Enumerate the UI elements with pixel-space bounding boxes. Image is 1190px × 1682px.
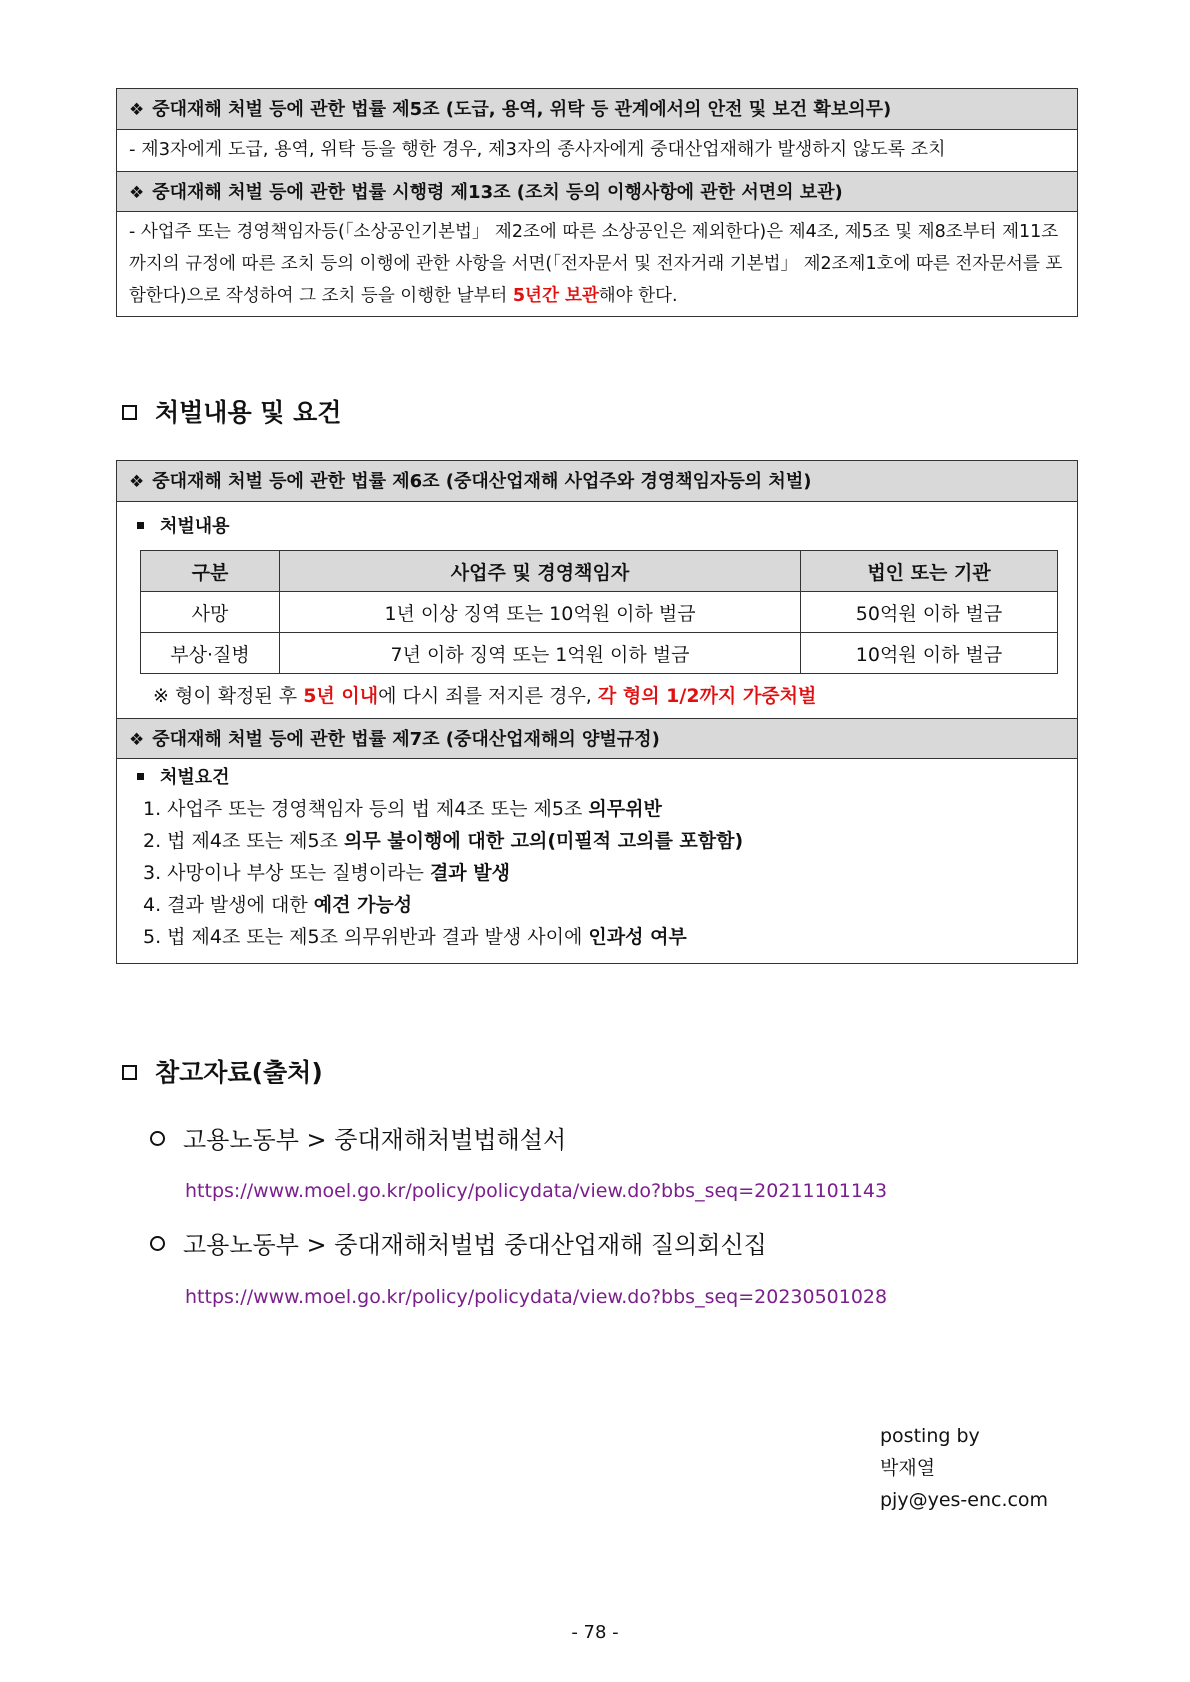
note-highlight-aggravation: 각 형의 1/2까지 가중처벌 bbox=[597, 685, 817, 707]
table-cell: 사망 bbox=[141, 592, 280, 633]
reference-link-1[interactable]: https://www.moel.go.kr/policy/policydata/view.do?bbs_seq=20211101143 bbox=[185, 1180, 888, 1202]
dec13-header bbox=[117, 171, 1077, 212]
law-box-art5 bbox=[116, 88, 1078, 317]
table-row bbox=[141, 592, 1058, 633]
punishment-table bbox=[140, 550, 1058, 674]
section-title-references: 참고자료(출처) bbox=[122, 1053, 323, 1089]
reference-item-2: 고용노동부 > 중대재해처벌법 중대산업재해 질의회신집 bbox=[150, 1225, 767, 1260]
checkbox-square-icon bbox=[122, 405, 137, 420]
dec13-text bbox=[117, 212, 1077, 316]
art6-title: 중대재해 처벌 등에 관한 법률 제6조 (중대산업재해 사업주와 경영책임자등의 처벌) bbox=[152, 471, 812, 492]
table-cell: 10억원 이하 벌금 bbox=[801, 633, 1058, 674]
diamond-bullet-icon: ❖ bbox=[129, 472, 145, 492]
circle-bullet-icon bbox=[150, 1131, 165, 1146]
table-header-cell: 구분 bbox=[141, 551, 280, 592]
list-item: 2. 법 제4조 또는 제5조 의무 불이행에 대한 고의(미필적 고의를 포함함) bbox=[143, 830, 744, 852]
posting-author: 박재열 bbox=[880, 1457, 936, 1479]
posting-label: posting by bbox=[880, 1425, 980, 1447]
table-header-cell: 사업주 및 경영책임자 bbox=[280, 551, 801, 592]
dec13-text-part1: - 사업주 또는 경영책임자등(「소상공인기본법」 제2조에 따른 소상공인은 제외한다)은 제4조, 제5조 및 제8조부터 제11조까지의 규정에 따른 조치 등의 이행에 관한 사항을 서면(「전자문서 및 전자거래 기본법」 제2조제1호에 따른 전자문서를 포함한다)으로 작성하여 그 조치 등을 이행한 날부터 bbox=[129, 222, 1063, 306]
list-item: 1. 사업주 또는 경영책임자 등의 법 제4조 또는 제5조 의무위반 bbox=[143, 798, 662, 820]
note-highlight-period: 5년 이내 bbox=[303, 685, 379, 707]
art5-title: 중대재해 처벌 등에 관한 법률 제5조 (도급, 용역, 위탁 등 관계에서의 안전 및 보건 확보의무) bbox=[152, 99, 892, 120]
art7-title: 중대재해 처벌 등에 관한 법률 제7조 (중대산업재해의 양벌규정) bbox=[152, 729, 660, 750]
circle-bullet-icon bbox=[150, 1236, 165, 1251]
aggravation-note: ※ 형이 확정된 후 5년 이내에 다시 죄를 저지른 경우, 각 형의 1/2까지 가중처벌 bbox=[153, 685, 817, 707]
posting-email: pjy@yes-enc.com bbox=[880, 1489, 1049, 1511]
diamond-bullet-icon: ❖ bbox=[129, 730, 145, 750]
art6-header bbox=[117, 461, 1077, 502]
punishment-subheading: 처벌내용 bbox=[117, 502, 1077, 550]
table-cell: 1년 이상 징역 또는 10억원 이하 벌금 bbox=[280, 592, 801, 633]
table-cell: 부상·질병 bbox=[141, 633, 280, 674]
table-header-row bbox=[141, 551, 1058, 592]
reference-item-1: 고용노동부 > 중대재해처벌법해설서 bbox=[150, 1120, 566, 1155]
dec13-text-highlight: 5년간 보관 bbox=[512, 286, 599, 306]
diamond-bullet-icon: ❖ bbox=[129, 183, 145, 203]
art5-text: - 제3자에게 도급, 용역, 위탁 등을 행한 경우, 제3자의 종사자에게 중대산업재해가 발생하지 않도록 조치 bbox=[129, 139, 946, 160]
posting-info bbox=[880, 1420, 1048, 1516]
reference-link-2[interactable]: https://www.moel.go.kr/policy/policydata/view.do?bbs_seq=20230501028 bbox=[185, 1286, 888, 1308]
dec13-text-part2: 해야 한다. bbox=[598, 286, 678, 306]
list-item: 3. 사망이나 부상 또는 질병이라는 결과 발생 bbox=[143, 862, 510, 884]
checkbox-square-icon bbox=[122, 1065, 137, 1080]
list-item: 5. 법 제4조 또는 제5조 의무위반과 결과 발생 사이에 인과성 여부 bbox=[143, 926, 687, 948]
square-bullet-icon bbox=[137, 773, 144, 780]
art7-header bbox=[117, 718, 1077, 759]
square-bullet-icon bbox=[137, 522, 144, 529]
page-number: - 78 - bbox=[571, 1622, 619, 1643]
requirements-list bbox=[117, 793, 1077, 963]
requirements-subheading: 처벌요건 bbox=[117, 759, 1077, 793]
dec13-title: 중대재해 처벌 등에 관한 법률 시행령 제13조 (조치 등의 이행사항에 관한 서면의 보관) bbox=[152, 182, 843, 203]
diamond-bullet-icon: ❖ bbox=[129, 100, 145, 120]
list-item: 4. 결과 발생에 대한 예견 가능성 bbox=[143, 894, 413, 916]
table-row bbox=[141, 633, 1058, 674]
section-title-punishment: 처벌내용 및 요건 bbox=[122, 393, 341, 429]
table-cell: 50억원 이하 벌금 bbox=[801, 592, 1058, 633]
table-header-cell: 법인 또는 기관 bbox=[801, 551, 1058, 592]
table-cell: 7년 이하 징역 또는 1억원 이하 벌금 bbox=[280, 633, 801, 674]
art5-header bbox=[117, 89, 1077, 130]
law-box-art6-art7 bbox=[116, 460, 1078, 964]
